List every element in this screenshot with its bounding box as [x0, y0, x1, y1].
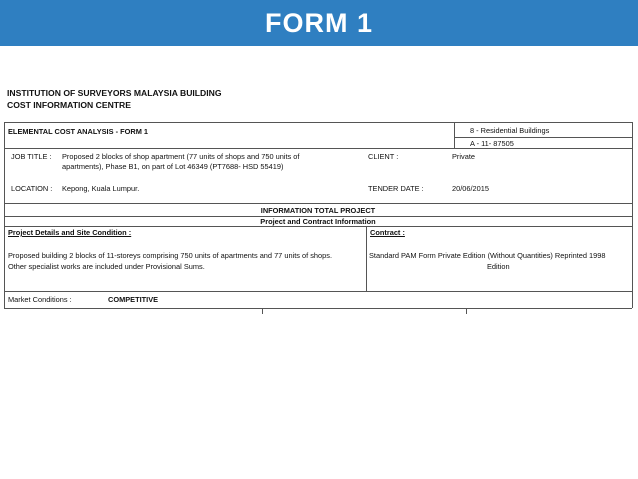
market-conditions-label: Market Conditions : [8, 295, 72, 304]
rule-bottom [4, 308, 632, 309]
market-conditions-value: COMPETITIVE [108, 295, 159, 304]
institution-line-1: INSTITUTION OF SURVEYORS MALAYSIA BUILDING [7, 88, 222, 98]
job-title-line-2: apartments), Phase B1, on part of Lot 46349 (PT7688- HSD 55419) [62, 162, 284, 171]
location-value: Kepong, Kuala Lumpur. [62, 184, 140, 193]
reference-number: A - 11- 87505 [470, 139, 514, 148]
rule-stub-1 [262, 308, 263, 314]
institution-line-2: COST INFORMATION CENTRE [7, 100, 131, 110]
rule-category-divider [454, 122, 455, 148]
job-title-label: JOB TITLE : [11, 152, 52, 161]
client-label: CLIENT : [368, 152, 399, 161]
project-details-line-1: Proposed building 2 blocks of 11-storeys comprising 750 units of apartments and 77 units of shops. [8, 251, 333, 260]
project-details-line-2: Other specialist works are included under Provisional Sums. [8, 262, 205, 271]
info-subheading: Project and Contract Information [260, 217, 376, 226]
rule-stub-2 [466, 308, 467, 314]
rule-job-info [4, 203, 632, 204]
rule-category [454, 137, 632, 138]
project-details-heading: Project Details and Site Condition : [8, 228, 132, 237]
contract-heading: Contract : [370, 228, 405, 237]
info-heading: INFORMATION TOTAL PROJECT [260, 206, 376, 215]
rule-title [4, 148, 632, 149]
rule-details [4, 291, 632, 292]
contract-line-2: Edition [487, 262, 510, 271]
tender-date-label: TENDER DATE : [368, 184, 424, 193]
rule-top [4, 122, 632, 123]
rule-right [632, 122, 633, 308]
location-label: LOCATION : [11, 184, 53, 193]
tender-date-value: 20/06/2015 [452, 184, 489, 193]
job-title-line-1: Proposed 2 blocks of shop apartment (77 units of shops and 750 units of [62, 152, 300, 161]
rule-contract-divider [366, 226, 367, 291]
banner-title: FORM 1 [264, 7, 373, 38]
contract-line-1: Standard PAM Form Private Edition (Without Quantities) Reprinted 1998 [369, 251, 606, 260]
form-title: ELEMENTAL COST ANALYSIS - FORM 1 [8, 127, 149, 136]
client-value: Private [452, 152, 476, 161]
institution-header [7, 87, 222, 111]
building-category: 8 - Residential Buildings [470, 126, 550, 135]
